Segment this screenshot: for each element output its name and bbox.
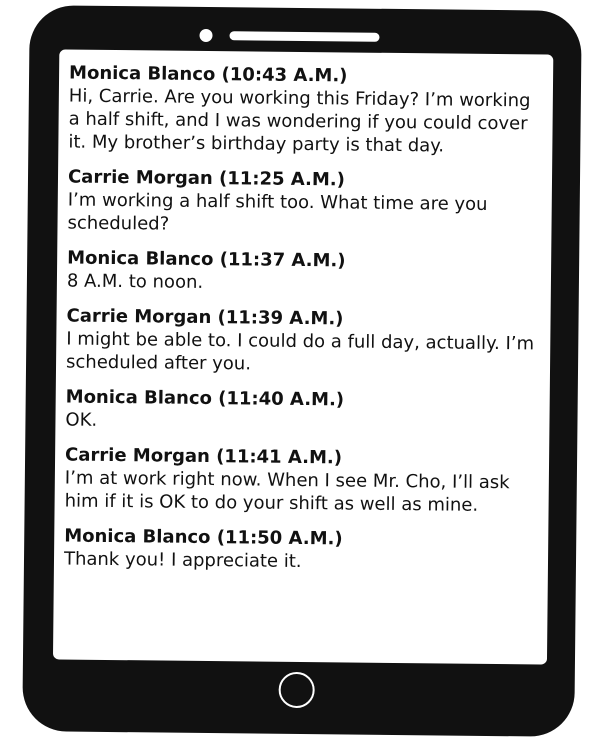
speaker-icon [229,31,379,42]
message-text: I’m at work right now. When I see Mr. Cho, I’ll ask him if it is OK to do your shift as well as mine. [64,467,510,516]
message-sender: Carrie Morgan (11:39 A.M.) [66,305,344,330]
message-text: 8 A.M. to noon. [66,270,204,293]
message-text: I’m working a half shift too. What time are you scheduled? [67,189,488,235]
message-text: I might be able to. I could do a full day, actually. I’m scheduled after you. [65,328,535,375]
message-text: Thank you! I appreciate it. [63,548,302,573]
message-item [66,305,539,379]
message-item [67,247,539,298]
message-item [67,166,540,240]
message-sender: Carrie Morgan (11:25 A.M.) [67,166,346,191]
message-sender: Carrie Morgan (11:41 A.M.) [64,444,343,469]
phone-frame [22,5,582,737]
message-sender: Monica Blanco (11:40 A.M.) [65,386,345,411]
message-item [65,444,538,518]
message-item [65,386,537,437]
message-item [64,525,536,576]
message-text: Hi, Carrie. Are you working this Friday? I’m working a half shift, and I was wondering if you could cover it. My brother’s birthday party is that day. [68,85,531,157]
message-sender: Monica Blanco (10:43 A.M.) [68,62,348,87]
message-sender: Monica Blanco (11:50 A.M.) [64,525,343,550]
chat-screen [53,49,553,664]
camera-icon [199,29,212,42]
message-text: OK. [65,409,98,431]
message-item [68,62,541,159]
message-sender: Monica Blanco (11:37 A.M.) [67,247,346,272]
home-button[interactable] [278,672,314,708]
